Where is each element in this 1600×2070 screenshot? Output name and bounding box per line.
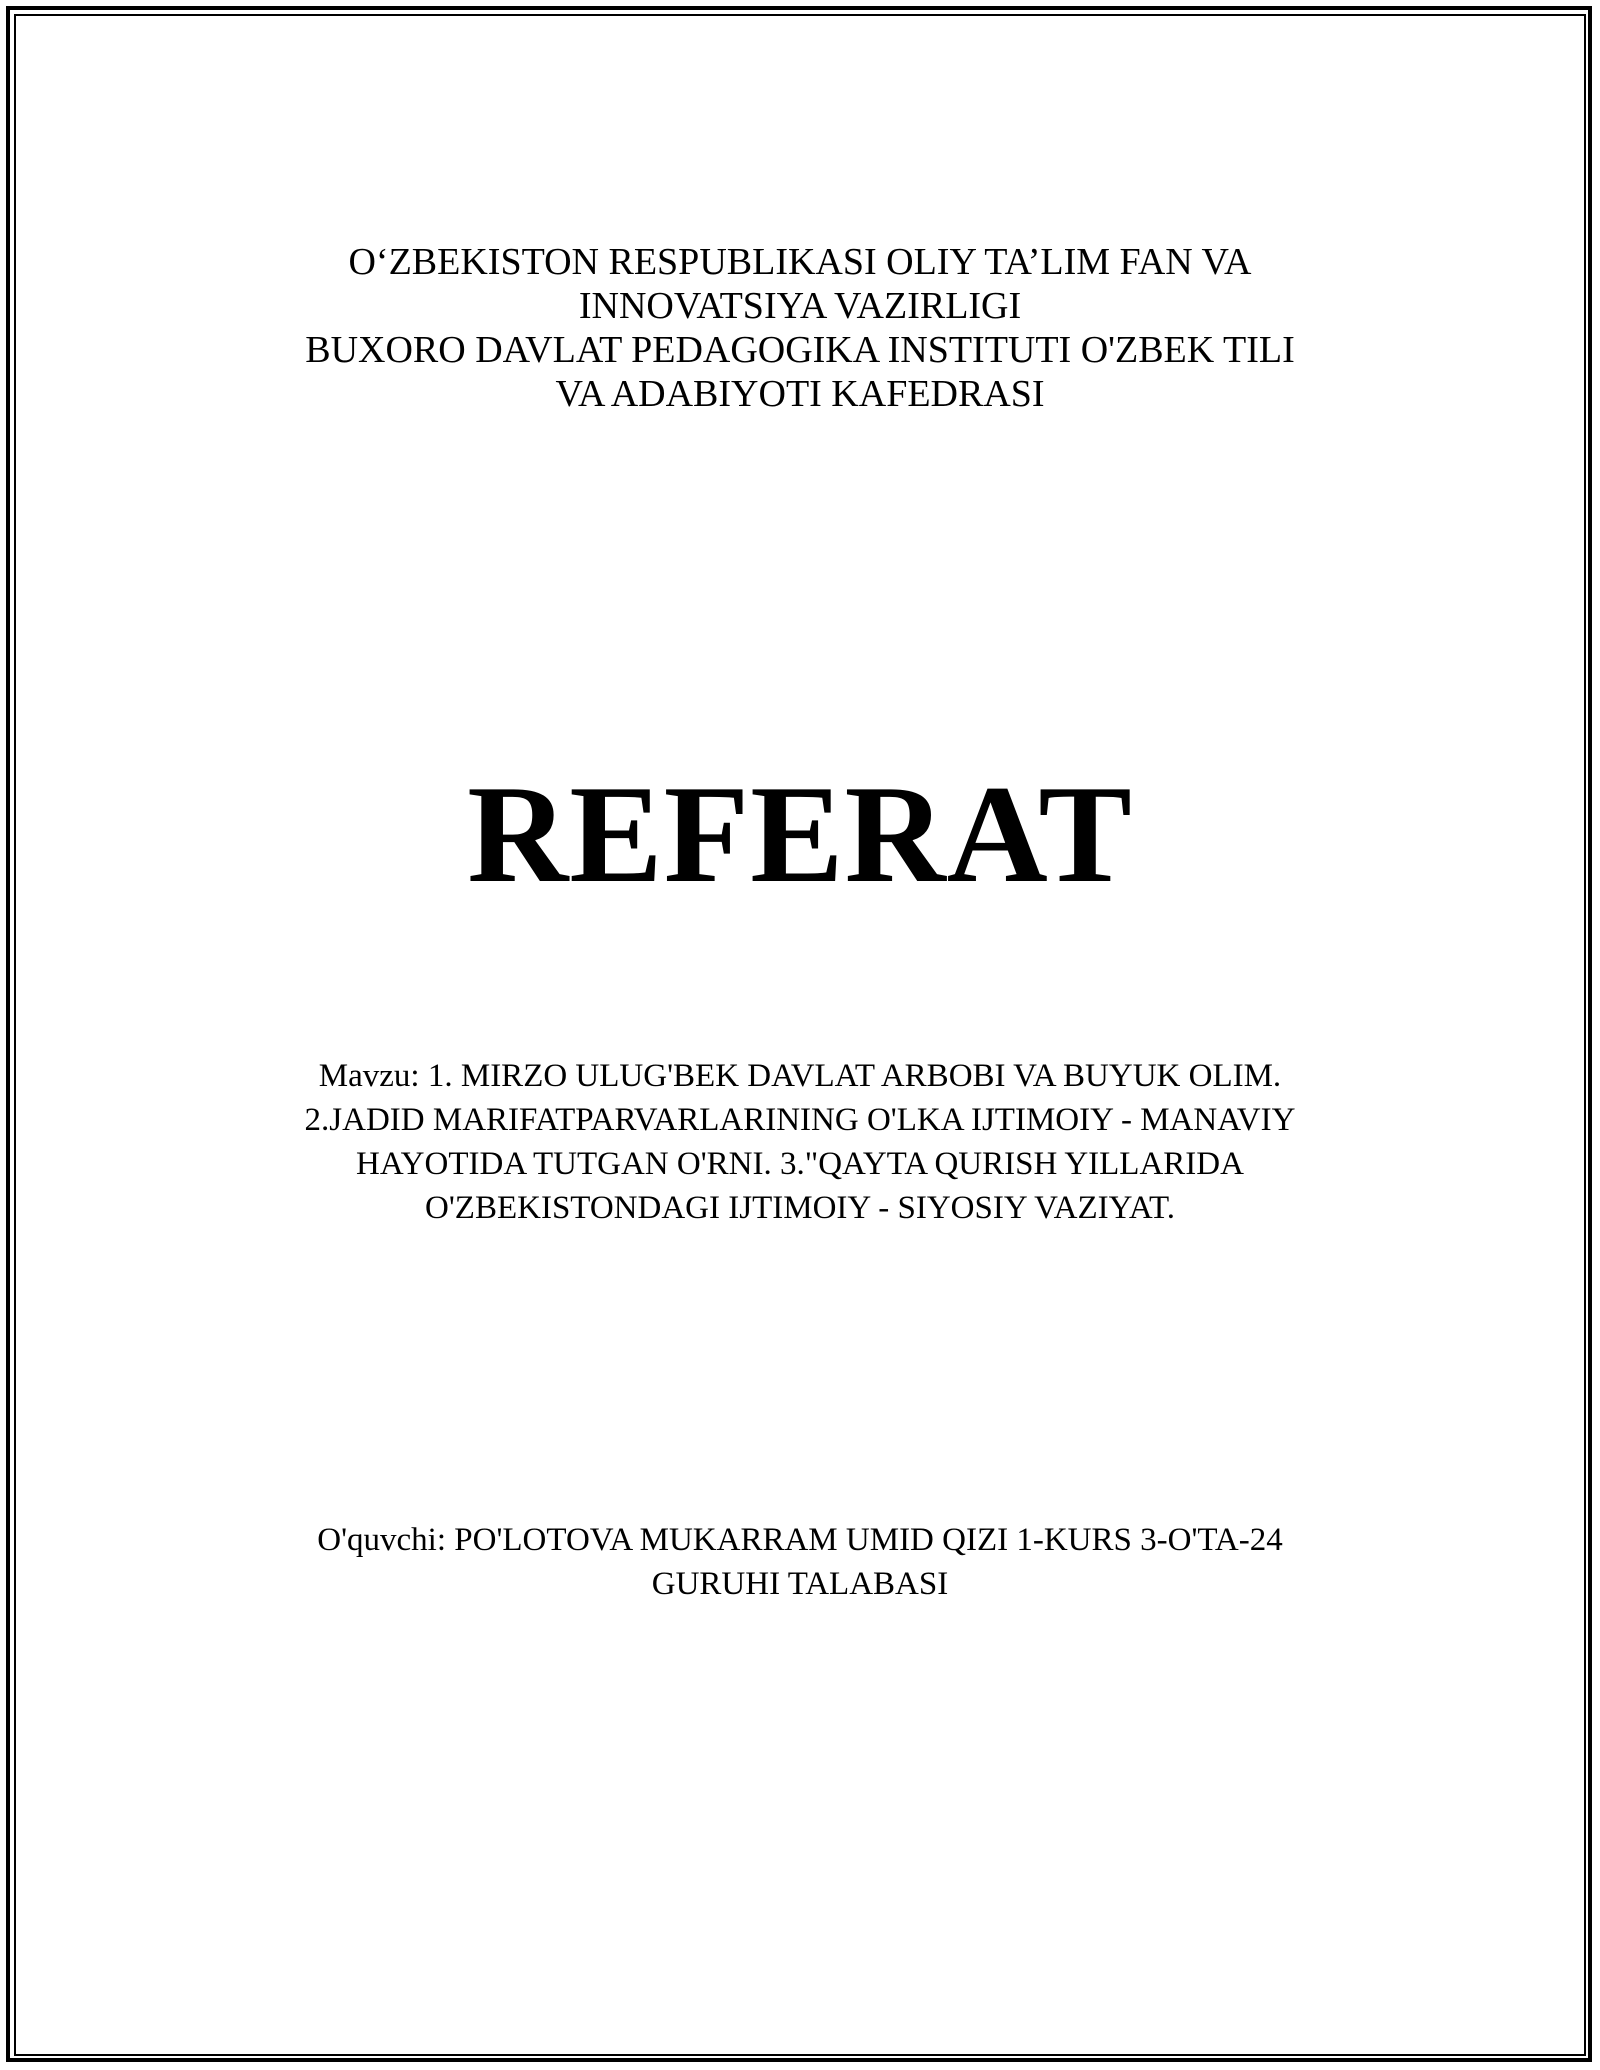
topic-line: HAYOTIDA TUTGAN O'RNI. 3."QAYTA QURISH YILLARIDA [356,1146,1244,1182]
student-info [0,1518,1600,1606]
topic-block [0,1054,1600,1230]
topic-line: O'ZBEKISTONDAGI IJTIMOIY - SIYOSIY VAZIYAT. [425,1190,1175,1226]
topic-line: 2.JADID MARIFATPARVARLARINING O'LKA IJTIMOIY - MANAVIY [304,1102,1296,1138]
topic-line: Mavzu: 1. MIRZO ULUG'BEK DAVLAT ARBOBI VA BUYUK OLIM. [318,1058,1282,1094]
header-line: O‘ZBEKISTON RESPUBLIKASI OLIY TA’LIM FAN VA [348,241,1252,283]
header-line: BUXORO DAVLAT PEDAGOGIKA INSTITUTI O'ZBEK TILI [305,329,1295,371]
student-line: GURUHI TALABASI [651,1566,949,1602]
document-title: REFERAT [467,757,1133,912]
header-line: INNOVATSIYA VAZIRLIGI [578,285,1022,327]
student-line: O'quvchi: PO'LOTOVA MUKARRAM UMID QIZI 1-KURS 3-O'TA-24 [317,1522,1283,1558]
ministry-header [0,240,1600,416]
header-line: VA ADABIYOTI KAFEDRASI [555,373,1045,415]
